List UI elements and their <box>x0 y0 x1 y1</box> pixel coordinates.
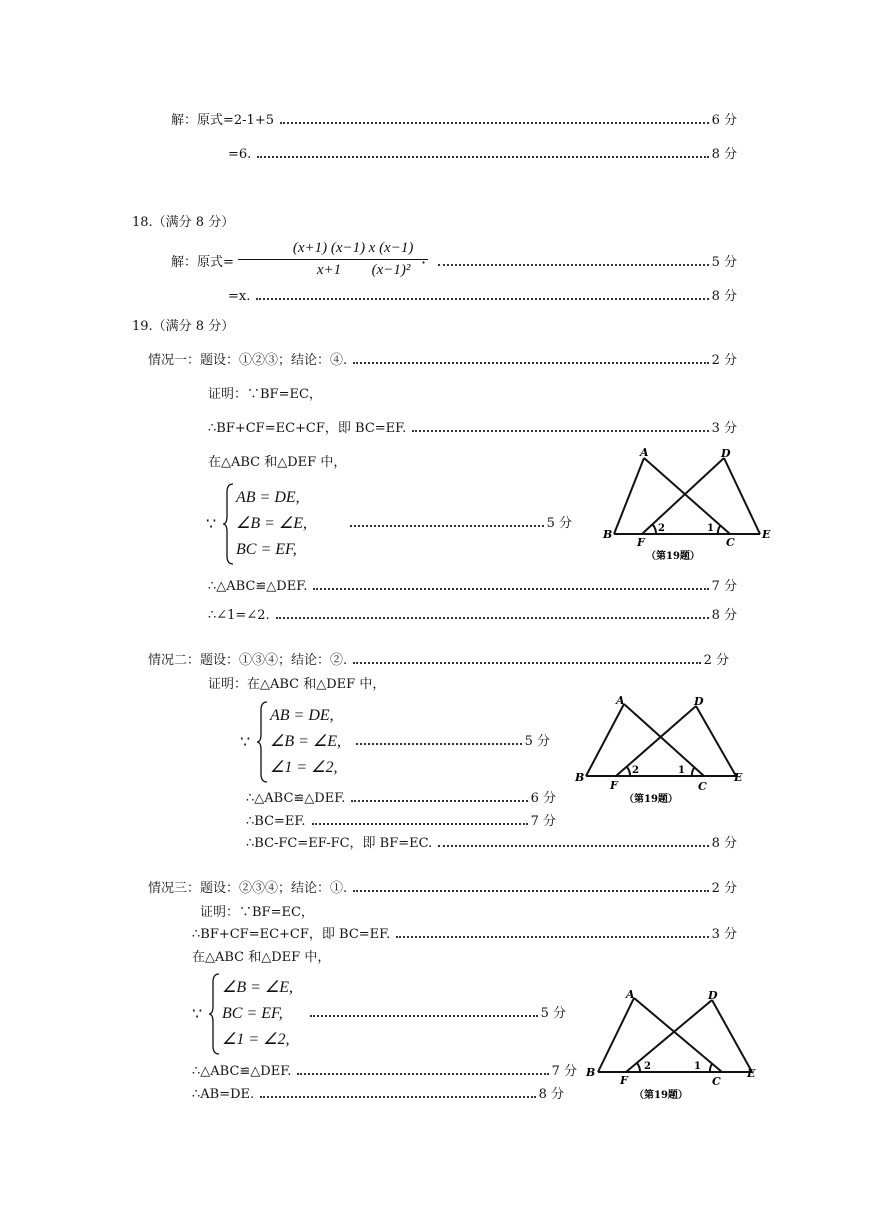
equation-line: AB = DE, <box>270 707 334 724</box>
dot-leader <box>356 743 522 745</box>
figure-caption: （第19题） <box>624 794 678 805</box>
label-E: E <box>762 528 771 541</box>
dot-leader <box>353 890 708 892</box>
equation-line: ∠1 = ∠2, <box>222 1031 290 1048</box>
case1-step3-text: ∴△ABC≌△DEF. <box>208 579 308 594</box>
case2-step1 <box>246 790 556 808</box>
label-F: F <box>637 536 645 549</box>
score: 6 分 <box>530 791 556 806</box>
dot-leader <box>312 823 528 825</box>
score: 2 分 <box>711 353 737 368</box>
dot-leader <box>297 1073 548 1075</box>
score: 2 分 <box>703 653 729 668</box>
case3-step3-text: ∴△ABC≌△DEF. <box>192 1064 292 1079</box>
score: 7 分 <box>711 579 737 594</box>
q18-line2 <box>228 288 737 306</box>
q17-line2-text: =6. <box>228 147 252 162</box>
score: 6 分 <box>711 113 737 128</box>
angle-2-label: 2 <box>658 523 665 534</box>
score: 7 分 <box>551 1064 577 1079</box>
score: 8 分 <box>711 608 737 623</box>
score: 3 分 <box>711 927 737 942</box>
case3-proof: 证明：∵BF=EC， <box>200 905 314 920</box>
q17-line1 <box>171 112 737 130</box>
dot-leader <box>260 1096 535 1098</box>
score: 8 分 <box>711 289 737 304</box>
score: 5 分 <box>540 1006 566 1021</box>
fraction-denominator: (x−1)² <box>371 262 411 278</box>
q18-fraction-right <box>354 240 428 279</box>
score: 8 分 <box>711 147 737 162</box>
case1-step1 <box>208 420 737 438</box>
dot-leader <box>351 800 527 802</box>
figure-caption: （第19题） <box>634 1090 688 1101</box>
angle-2-label: 2 <box>632 765 639 776</box>
label-E: E <box>747 1067 756 1080</box>
case2-step2-text: ∴BC=EF. <box>246 814 306 829</box>
case1-system <box>236 485 307 563</box>
case3-title <box>148 880 737 898</box>
because-symbol: ∵ <box>192 1004 203 1023</box>
score: 3 分 <box>711 421 737 436</box>
case1-proof: 证明：∵BF=EC， <box>208 387 322 402</box>
angle-1-label: 1 <box>707 523 714 534</box>
dot-leader <box>396 936 708 938</box>
equation-line: ∠B = ∠E, <box>236 515 308 532</box>
case3-step1-text: ∴BF+CF=EC+CF，即 BC=EF. <box>192 927 391 942</box>
label-F: F <box>620 1074 628 1087</box>
case1-sys-score <box>344 515 572 533</box>
because-symbol: ∵ <box>206 514 217 533</box>
label-A: A <box>626 988 635 1001</box>
score: 2 分 <box>711 881 737 896</box>
q18-line1-score <box>432 254 737 272</box>
case2-system <box>270 703 341 781</box>
label-C: C <box>698 780 707 793</box>
case1-title-text: 情况一：题设：①②③；结论：④. <box>148 353 348 368</box>
dot-leader <box>353 362 708 364</box>
dot-leader <box>353 662 700 664</box>
case1-step2: 在△ABC 和△DEF 中， <box>208 455 347 470</box>
case3-step4 <box>192 1086 564 1104</box>
multiply-dot: · <box>421 253 427 272</box>
dot-leader <box>412 430 708 432</box>
equation-line: AB = DE, <box>236 489 300 506</box>
dot-leader <box>350 525 544 527</box>
left-brace-icon <box>208 972 222 1056</box>
dot-leader <box>276 617 709 619</box>
case1-step4-text: ∴∠1=∠2. <box>208 608 270 623</box>
fraction-denominator: x+1 <box>316 262 342 278</box>
label-A: A <box>616 694 625 707</box>
equation-line: ∠1 = ∠2, <box>270 759 338 776</box>
label-A: A <box>640 446 649 459</box>
dot-leader <box>310 1015 538 1017</box>
dot-leader <box>256 298 708 300</box>
label-C: C <box>726 536 735 549</box>
dot-leader <box>438 264 709 266</box>
left-brace-icon <box>222 482 236 566</box>
dot-leader <box>257 156 708 158</box>
q18-line2-text: =x. <box>228 289 251 304</box>
case1-step1-text: ∴BF+CF=EC+CF，即 BC=EF. <box>208 421 407 436</box>
score: 5 分 <box>711 255 737 270</box>
equation-line: ∠B = ∠E, <box>222 979 294 996</box>
label-E: E <box>734 771 743 784</box>
label-D: D <box>694 695 704 708</box>
case2-proof: 证明：在△ABC 和△DEF 中， <box>208 677 386 692</box>
figure-caption: （第19题） <box>646 551 700 562</box>
score: 8 分 <box>538 1087 564 1102</box>
case2-title-text: 情况二：题设：①③④；结论：②. <box>148 653 348 668</box>
case1-title <box>148 352 737 370</box>
angle-1-label: 1 <box>678 765 685 776</box>
case2-title <box>148 652 729 670</box>
equation-line: BC = EF, <box>236 541 297 558</box>
score: 5 分 <box>546 516 572 531</box>
because-symbol: ∵ <box>240 732 251 751</box>
fraction-numerator: x (x−1) <box>354 240 428 260</box>
q18-header: 18.（满分 8 分） <box>132 215 235 230</box>
case2-step3-text: ∴BC-FC=EF-FC，即 BF=EC. <box>246 836 433 851</box>
score: 5 分 <box>524 734 550 749</box>
score: 7 分 <box>530 814 556 829</box>
case2-step3 <box>246 835 737 853</box>
score: 8 分 <box>711 836 737 851</box>
triangle-figure-2 <box>570 694 750 816</box>
case3-sys-score <box>304 1005 566 1023</box>
triangle-figure-3 <box>582 984 762 1106</box>
case3-step2: 在△ABC 和△DEF 中， <box>192 950 331 965</box>
case3-step1 <box>192 926 737 944</box>
angle-1-label: 1 <box>694 1061 701 1072</box>
left-brace-icon <box>256 700 270 784</box>
equation-line: ∠B = ∠E, <box>270 733 342 750</box>
case3-step3 <box>192 1063 577 1081</box>
case3-step4-text: ∴AB=DE. <box>192 1087 255 1102</box>
label-C: C <box>712 1075 721 1088</box>
label-B: B <box>575 771 585 784</box>
q18-prefix: 解：原式= <box>171 255 234 270</box>
case1-step3 <box>208 578 737 596</box>
label-D: D <box>708 989 718 1002</box>
q17-line1-text: 解：原式=2-1+5 <box>171 113 274 128</box>
dot-leader <box>313 588 708 590</box>
label-B: B <box>603 528 613 541</box>
case2-sys-score <box>350 733 550 751</box>
case1-step4 <box>208 607 737 625</box>
label-F: F <box>610 779 618 792</box>
fraction-numerator: (x+1) (x−1) <box>238 240 420 260</box>
triangle-figure-1 <box>600 446 780 568</box>
label-B: B <box>586 1066 596 1079</box>
angle-2-label: 2 <box>644 1061 651 1072</box>
case3-title-text: 情况三：题设：②③④；结论：①. <box>148 881 348 896</box>
dot-leader <box>438 845 708 847</box>
dot-leader <box>280 122 709 124</box>
case2-step2 <box>246 813 556 831</box>
q17-line2 <box>228 146 737 164</box>
case2-step1-text: ∴△ABC≌△DEF. <box>246 791 346 806</box>
label-D: D <box>721 447 731 460</box>
case3-system <box>222 975 293 1053</box>
q19-header: 19.（满分 8 分） <box>132 319 235 334</box>
equation-line: BC = EF, <box>222 1005 283 1022</box>
